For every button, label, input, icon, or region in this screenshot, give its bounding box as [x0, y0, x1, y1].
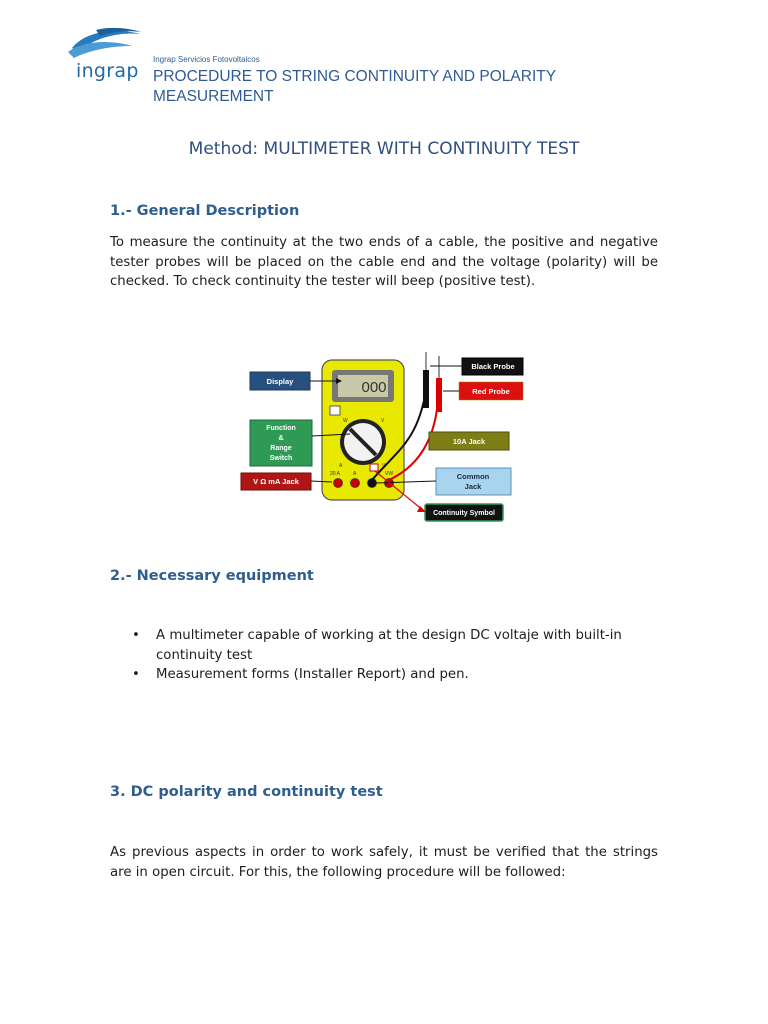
section-1-body: To measure the continuity at the two ends of a cable, the positive and negative tester probes will be placed on the cable end and the voltage (polarity) will be checked. To check continuity the tester will beep (positive test). [110, 235, 658, 289]
meter-button [330, 406, 340, 415]
mark-v-right: V [382, 463, 386, 469]
mark-a-top: A [339, 463, 343, 469]
mark-a-bottom: A [353, 471, 357, 477]
svg-text:Red Probe: Red Probe [472, 387, 510, 396]
jack-a [351, 479, 360, 488]
section-1-heading: 1.- General Description [110, 203, 300, 219]
equipment-list [130, 626, 660, 685]
section-2-heading: 2.- Necessary equipment [110, 568, 314, 584]
black-probe-icon [423, 370, 429, 408]
mark-20a: 20 A [330, 471, 341, 477]
svg-text:Switch: Switch [269, 455, 293, 462]
procedure-title: PROCEDURE TO STRING CONTINUITY AND POLARITY MEASUREMENT [153, 68, 556, 105]
mark-w: W [343, 418, 348, 424]
multimeter-diagram [198, 330, 568, 525]
svg-text:Function: Function [266, 425, 296, 432]
method-title: Method: MULTIMETER WITH CONTINUITY TEST [188, 139, 580, 159]
jack-20a [334, 479, 343, 488]
svg-text:&: & [278, 435, 284, 442]
svg-text:Common: Common [456, 472, 490, 481]
mark-vw: VW [385, 471, 394, 477]
red-probe-icon [436, 378, 442, 412]
svg-text:Display: Display [266, 377, 294, 386]
display-reading: 000 [361, 379, 387, 396]
company-name: Ingrap Servicios Fotovoltaicos [153, 55, 260, 64]
continuity-mark-icon [370, 464, 378, 471]
section-3-body: As previous aspects in order to work safely, it must be verified that the strings are in open circuit. For this, the following procedure will be followed: [110, 845, 658, 880]
svg-text:Range: Range [270, 445, 292, 452]
svg-text:Continuity Symbol: Continuity Symbol [433, 510, 495, 517]
logo-wordmark: ingrap [76, 60, 139, 82]
section-3-heading: 3. DC polarity and continuity test [110, 784, 383, 800]
mark-v: V [381, 418, 385, 424]
svg-text:Black Probe: Black Probe [471, 362, 515, 371]
ingrap-logo [66, 26, 146, 86]
equipment-item-forms: • Measurement forms (Installer Report) and pen. [130, 665, 660, 685]
svg-text:10A Jack: 10A Jack [452, 437, 486, 446]
svg-text:V Ω mA Jack: V Ω mA Jack [253, 477, 299, 486]
svg-text:Jack: Jack [464, 482, 482, 491]
equipment-item-multimeter: • A multimeter capable of working at the design DC voltaje with built-in continuity test [130, 626, 660, 665]
